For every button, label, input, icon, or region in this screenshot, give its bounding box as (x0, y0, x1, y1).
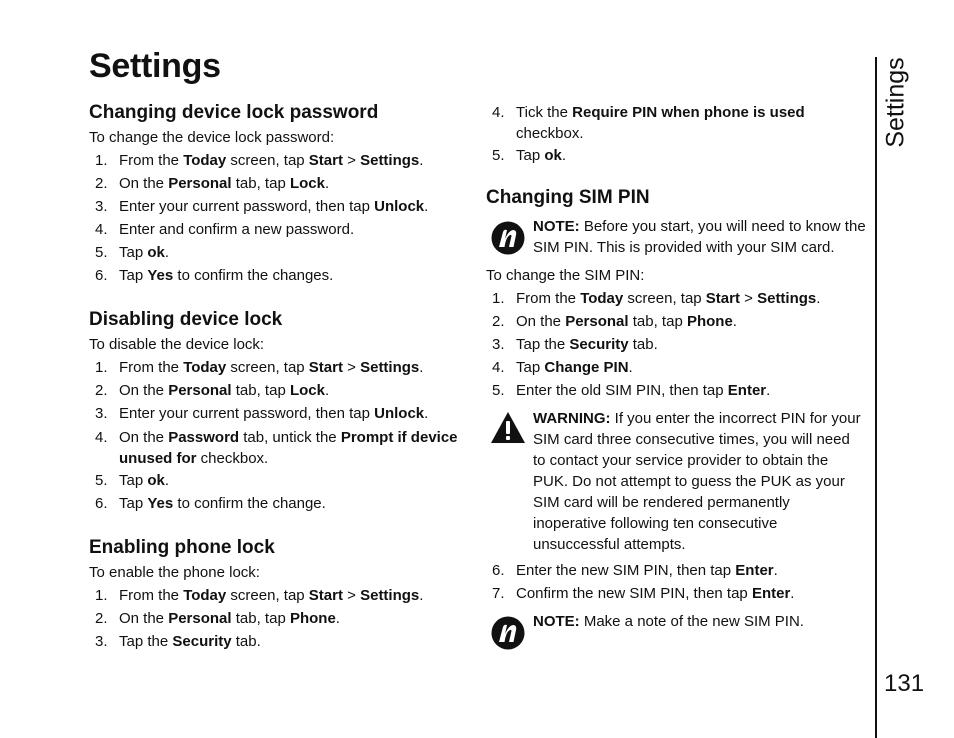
step-keyword: Lock (289, 175, 325, 192)
step-text: From the (119, 359, 184, 376)
list-item (89, 379, 469, 402)
list-item (89, 630, 469, 653)
note-box (486, 611, 866, 632)
list-item (89, 427, 469, 469)
section-heading-disable-device-lock: Disabling device lock (89, 309, 283, 330)
list-item (89, 584, 469, 607)
note-text: Make a note of the new SIM PIN. (579, 613, 804, 630)
step-text: From the (119, 587, 184, 604)
step-text: tab, tap (231, 610, 290, 627)
step-keyword: Personal (565, 313, 629, 330)
step-text: Tap (119, 472, 148, 489)
section-heading-phone-lock: Enabling phone lock (89, 537, 275, 558)
step-keyword: Lock (289, 382, 325, 399)
list-item (89, 607, 469, 630)
list-item (89, 264, 469, 287)
step-keyword: Start (308, 152, 343, 169)
step-text: From the (119, 152, 184, 169)
step-text: From the (516, 290, 581, 307)
step-text: On the (119, 175, 169, 192)
step-text: Enter the new SIM PIN, then tap (516, 562, 736, 579)
step-text: . (628, 359, 633, 376)
step-text: . (335, 610, 340, 627)
step-text: Confirm the new SIM PIN, then tap (516, 585, 752, 602)
list-item (486, 102, 866, 144)
step-keyword: Password (168, 429, 240, 446)
step-text: > (342, 152, 361, 169)
step-keyword: Security (569, 336, 629, 353)
warning-label: WARNING: (533, 410, 611, 427)
step-keyword: Enter (735, 562, 774, 579)
step-keyword: Settings (360, 152, 420, 169)
step-number: 5. (95, 244, 108, 261)
step-text: Tap (119, 244, 148, 261)
step-text: Tap (119, 267, 148, 284)
step-text: > (342, 359, 361, 376)
step-text: Tap (516, 359, 545, 376)
list-item (89, 241, 469, 264)
step-number: 6. (95, 267, 108, 284)
step-keyword: Start (705, 290, 740, 307)
step-keyword: Personal (168, 175, 232, 192)
step-number: 4. (492, 359, 505, 376)
step-text: Tap the (516, 336, 570, 353)
section-heading-device-lock-password: Changing device lock password (89, 102, 379, 123)
list-item (89, 469, 469, 492)
step-text: Tap (119, 495, 148, 512)
step-keyword: Require PIN when phone is used (572, 104, 805, 121)
list-item (486, 582, 866, 605)
step-keyword: Enter (727, 382, 767, 399)
step-text: . (424, 198, 429, 215)
step-text: On the (119, 382, 169, 399)
step-text: screen, tap (226, 152, 309, 169)
step-keyword: Unlock (374, 405, 425, 422)
steps-list (89, 149, 469, 287)
warning-text: If you enter the incorrect PIN for your SIM card three consecutive times, you will need to contact your service provider to obtain the PUK. Do not attempt to guess the PUK as your SIM card will be rendered permanently inoperative following ten consecutive unsuccessful attempts. (533, 410, 861, 553)
step-text: . (324, 175, 330, 192)
step-text: Tap (516, 147, 545, 164)
list-item (89, 218, 469, 241)
step-number: 4. (95, 221, 108, 238)
step-number: 1. (492, 290, 505, 307)
list-item (486, 559, 866, 582)
step-keyword: Today (183, 152, 227, 169)
step-text: tab, tap (628, 313, 687, 330)
step-text: tab, untick the (239, 429, 341, 446)
step-number: 1. (95, 587, 108, 604)
step-text: screen, tap (623, 290, 706, 307)
step-text: to confirm the changes. (173, 267, 334, 284)
list-item (486, 144, 866, 167)
step-text: . (419, 152, 424, 169)
step-number: 5. (95, 472, 108, 489)
step-text: . (732, 313, 737, 330)
step-number: 2. (95, 175, 108, 192)
step-text: tab, tap (231, 175, 290, 192)
section-heading-sim-pin: Changing SIM PIN (486, 187, 650, 208)
step-number: 2. (95, 610, 108, 627)
step-number: 2. (95, 382, 108, 399)
step-text: Tap the (119, 633, 173, 650)
note-icon (490, 615, 526, 651)
list-item (89, 492, 469, 515)
step-keyword: Prompt if device unused for (119, 429, 458, 467)
step-keyword: Settings (360, 587, 420, 604)
step-text: tab, tap (231, 382, 290, 399)
side-tab-label: Settings (881, 57, 910, 148)
step-text: . (561, 147, 567, 164)
step-text: screen, tap (226, 359, 309, 376)
step-number: 6. (95, 495, 108, 512)
right-column (486, 100, 866, 632)
warning-icon (490, 410, 526, 446)
steps-list (486, 559, 866, 605)
step-text: Enter your current password, then tap (119, 198, 375, 215)
section-intro: To enable the phone lock: (89, 564, 260, 581)
steps-list (89, 356, 469, 515)
step-text: . (419, 359, 424, 376)
step-number: 5. (492, 382, 505, 399)
step-number: 3. (492, 336, 505, 353)
list-item (89, 149, 469, 172)
step-number: 7. (492, 585, 505, 602)
step-number: 1. (95, 359, 108, 376)
step-text: . (164, 472, 170, 489)
step-text: On the (119, 610, 169, 627)
step-number: 2. (492, 313, 505, 330)
step-keyword: Enter (751, 585, 791, 602)
list-item (89, 195, 469, 218)
step-keyword: Start (308, 359, 343, 376)
step-keyword: Settings (360, 359, 420, 376)
step-text: > (739, 290, 758, 307)
list-item (89, 402, 469, 425)
step-keyword: Phone (289, 610, 336, 627)
step-keyword: Change PIN (544, 359, 629, 376)
list-item (89, 172, 469, 195)
step-keyword: Yes (147, 267, 174, 284)
step-number: 4. (95, 429, 108, 446)
list-item (486, 310, 866, 333)
list-item (486, 333, 866, 356)
step-text: Tick the (516, 104, 573, 121)
steps-list (486, 102, 866, 167)
warning-box (486, 408, 866, 555)
note-label: NOTE: (533, 218, 580, 235)
step-keyword: Today (183, 359, 227, 376)
step-keyword: ok (544, 147, 562, 164)
step-text: > (342, 587, 361, 604)
side-tab (878, 58, 918, 154)
page-title: Settings (89, 47, 221, 85)
note-text: Before you start, you will need to know the SIM PIN. This is provided with your SIM card. (533, 218, 866, 256)
step-keyword: ok (147, 472, 165, 489)
step-keyword: Personal (168, 382, 232, 399)
step-text: tab. (628, 336, 658, 353)
sidebar-rule (875, 57, 877, 738)
step-text: Enter and confirm a new password. (119, 221, 355, 238)
step-text: tab. (231, 633, 261, 650)
note-icon (490, 220, 526, 256)
step-keyword: Security (172, 633, 232, 650)
step-number: 3. (95, 633, 108, 650)
step-text: . (773, 562, 778, 579)
section-intro: To change the device lock password: (89, 129, 335, 146)
step-number: 1. (95, 152, 108, 169)
step-text: Enter your current password, then tap (119, 405, 375, 422)
step-text: to confirm the change. (173, 495, 326, 512)
step-text: screen, tap (226, 587, 309, 604)
steps-list (486, 287, 866, 402)
list-item (486, 379, 866, 402)
step-text: checkbox. (196, 450, 269, 467)
step-number: 4. (492, 104, 505, 121)
step-keyword: Today (580, 290, 624, 307)
step-text: On the (119, 429, 169, 446)
list-item (89, 356, 469, 379)
page-number: 131 (884, 670, 925, 697)
list-item (486, 356, 866, 379)
step-text: Enter the old SIM PIN, then tap (516, 382, 728, 399)
section-intro: To disable the device lock: (89, 336, 265, 353)
step-text: . (324, 382, 330, 399)
step-text: . (424, 405, 429, 422)
step-text: . (790, 585, 795, 602)
step-text: . (816, 290, 821, 307)
steps-list (89, 584, 469, 653)
step-number: 3. (95, 198, 108, 215)
step-keyword: Today (183, 587, 227, 604)
step-keyword: Unlock (374, 198, 425, 215)
step-text: . (164, 244, 170, 261)
step-keyword: Settings (757, 290, 817, 307)
left-column (89, 100, 469, 653)
note-box (486, 216, 866, 258)
step-keyword: ok (147, 244, 165, 261)
step-keyword: Yes (147, 495, 174, 512)
section-intro: To change the SIM PIN: (486, 267, 645, 284)
step-text: . (419, 587, 424, 604)
step-text: On the (516, 313, 566, 330)
note-label: NOTE: (533, 613, 580, 630)
step-keyword: Start (308, 587, 343, 604)
step-keyword: Personal (168, 610, 232, 627)
step-text: . (766, 382, 771, 399)
step-number: 3. (95, 405, 108, 422)
step-number: 5. (492, 147, 505, 164)
step-number: 6. (492, 562, 505, 579)
step-text: checkbox. (516, 125, 584, 142)
step-keyword: Phone (686, 313, 733, 330)
list-item (486, 287, 866, 310)
